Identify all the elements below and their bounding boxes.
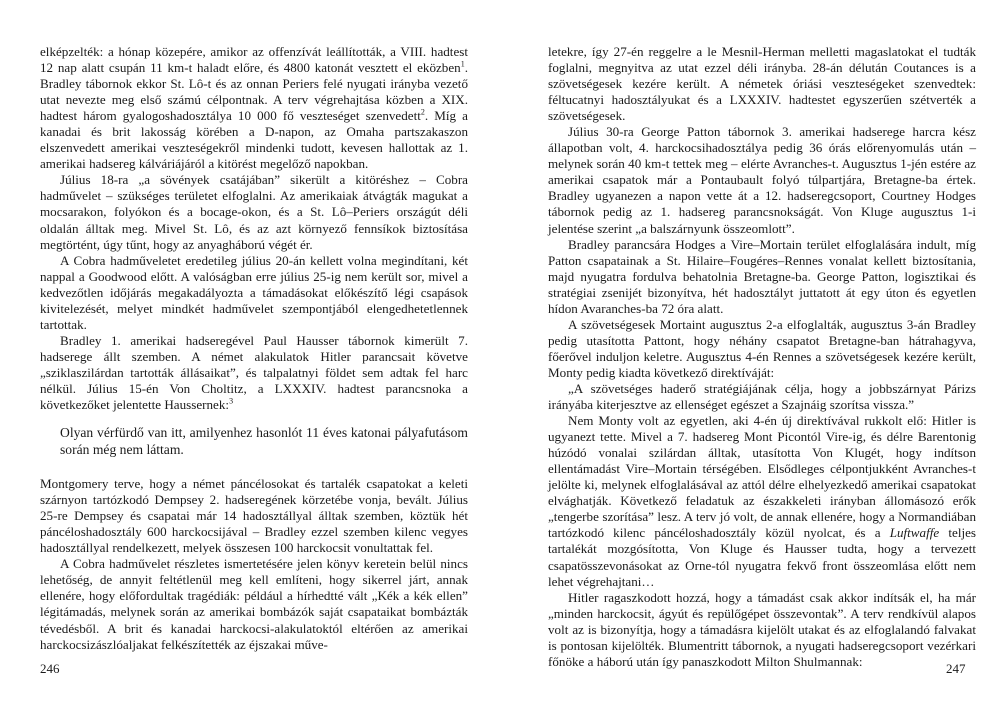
italic-text: Luftwaffe bbox=[889, 525, 940, 541]
paragraph bbox=[548, 237, 976, 317]
block-quote: Olyan vérfürdő van itt, amilyenhez hasonlót 11 éves katonai pályafutásom során még nem láttam. bbox=[60, 425, 468, 458]
text-run: Montgomery terve, hogy a német páncélosokat és tartalék csapatokat a keleti szárnyon tartózkodó Dempsey 2. hadseregének körzetébe vonja, bevált. Július 25-re Dempsey és csapatai már 14 hadosztállyal álltak szemben, köztük hét páncéloshadosztály 600 harckocsijával – Bradley ezzel szemben kilenc vegyes hadosztállyal rendelkezett, melyek összesen 100 harckocsit vonultattak fel. bbox=[40, 476, 468, 556]
paragraph bbox=[40, 253, 468, 333]
text-run: teljes tartalékát mozgósította, Von Kluge és Hausser tudta, hogy a tervezett csapatösszevonásokat az Orne-tól nyugatra fekvő front összeomlása előtt nem lehet végrehajtani… bbox=[548, 525, 977, 589]
paragraph bbox=[548, 317, 976, 381]
paragraph bbox=[548, 413, 976, 590]
text-run: . Míg a kanadai és brit lakosság körében a D-napon, az Omaha partszakaszon elszenvedett amerikai veszteségekről mindenki tudott, kevesen hallottak az 1. amerikai hadsereg kálváriájáról a kitörést megelőző napokban. bbox=[40, 108, 468, 172]
text-run: . Bradley tábornok ekkor St. Lô-t és az onnan Periers felé nyugati irányba vezető utat nevezte meg első számú célpontnak. A terv végrehajtása közben a XIX. hadtest három gyalogoshadosztálya 10 000 fő veszteséget szenvedett bbox=[40, 60, 468, 124]
left-page bbox=[40, 44, 468, 653]
paragraph bbox=[40, 172, 468, 252]
footnote-marker: 2 bbox=[420, 107, 425, 117]
right-page bbox=[548, 44, 976, 670]
page-number-right: 247 bbox=[946, 661, 966, 676]
text-run: „A szövetséges haderő stratégiájának célja, hogy a jobbszárnyat Párizs irányába kiterjesztve az ellenséget egészet a Szajnáig szorítsa vissza.” bbox=[548, 380, 976, 413]
paragraph bbox=[40, 44, 468, 172]
text-run: Bradley 1. amerikai hadseregével Paul Hausser tábornok kimerült 7. hadserege állt szemben. A német alakulatok Hitler parancsait követve „sziklaszilárdan tartották állásaikat”, és talpalatnyi földet sem adtak fel harc nélkül. Július 15-én Von Choltitz, a LXXXIV. hadtest parancsnoka a következőket jelentette Haussernek: bbox=[40, 332, 468, 413]
text-run: letekre, így 27-én reggelre a le Mesnil-Herman melletti magaslatokat el tudták foglalni, megnyitva az utat ezzel déli irányba. 28-án délután Coutances is a szövetségesek kezére került. A németek óriási veszteségeket szenvedtek: féltucatnyi hadosztályukat és a LXXXIV. hadtestet egyszerűen szétverték a szövetségesek. bbox=[548, 44, 976, 124]
paragraph bbox=[548, 124, 976, 236]
paragraph bbox=[548, 590, 976, 670]
text-run: Nem Monty volt az egyetlen, aki 4-én új direktívával rukkolt elő: Hitler is ugyanezt tette. Mivel a 7. hadsereg Mont Picontól Vire-ig, és délre Barentonig húzódó vonalai szilárdan álltak, utasította Von Klugét, hogy indítson ellentámadást Vire–Mortain térségében. Elsődleges célpontjukként Avranches-t jelölte ki, melynek elfoglalásával az attól délre elhelyezkedő amerikai csapatokat elvághatják. Következő feladatuk az északkeleti irányban állomásozó erők „tengerbe szorítása” lesz. A terv jó volt, de annak ellenére, hogy a Normandiában tartózkodó kilenc páncéloshadosztály közül nyolcat, és a bbox=[548, 413, 976, 541]
paragraph bbox=[40, 476, 468, 556]
text-run: Július 30-ra George Patton tábornok 3. amerikai hadserege harcra kész állapotban volt, 4. harckocsihadosztálya pedig 36 órás előrenyomulás után – melynek során 40 km-t tettek meg – elérte Avranches-t. Augusztus 1-jén estére az amerikai csapatok már a Pontaubault folyó túlpartjára, Bretagne-ba értek. Bradley ugyanezen a napon vette át a 12. hadseregcsoport, Courtney Hodges tábornok pedig az 1. hadsereg parancsnokságát. Von Kluge augusztus 1-i jelentése szerint „a balszárnyunk összeomlott”. bbox=[548, 124, 976, 236]
paragraph bbox=[40, 556, 468, 652]
paragraph bbox=[548, 381, 976, 413]
text-run: A Cobra hadművelet részletes ismertetésére jelen könyv keretein belül nincs lehetőség, de annyit feltétlenül meg kell említeni, hogy sikerrel járt, annak ellenére, hogy előfordultak tragédiák: például a hírhedtté vált „Kék a kék ellen” légitámadás, melynek során az amerikai bombázók saját csapataikat bombázták tévedésből. A brit és kanadai harckocsi-alakulatoktól eltérően az amerikai harckocsizászlóaljakat felkészítették az éjszakai műve- bbox=[40, 556, 468, 652]
footnote-marker: 1 bbox=[460, 59, 465, 69]
text-run: A Cobra hadműveletet eredetileg július 20-án kellett volna megindítani, két nappal a Goodwood előtt. A valóságban erre július 25-ig nem került sor, mivel a kedvezőtlen időjárás megakadályozta a támadásokat előkészítő légi csapások kivitelezését, melyet mindkét hadművelet szempontjából elengedhetetlennek tartottak. bbox=[40, 252, 468, 332]
text-run: Hitler ragaszkodott hozzá, hogy a támadást csak akkor indítsák el, ha már „minden harckocsit, ágyút és repülőgépet összevontak”. A terv rendkívül alapos volt az is bizonyítja, hogy a támadásra kijelölt utakat és az elfoglalandó falvakat is pontosan kijelölték. Blumentritt tábornok, a nyugati hadseregcsoport vezérkari főnöke a háború után így panaszkodott Milton Shulmannak: bbox=[548, 589, 976, 669]
text-run: A szövetségesek Mortaint augusztus 2-a elfoglalták, augusztus 3-án Bradley pedig utasította Pattont, hogy néhány csapatot Bretagne-ban hátrahagyva, főerővel induljon keletre. Augusztus 4-én Rennes a szövetségesek kezére került, Monty pedig kiadta következő direktíváját: bbox=[548, 316, 976, 380]
page-number-left: 246 bbox=[40, 661, 60, 676]
paragraph bbox=[548, 44, 976, 124]
text-run: Bradley parancsára Hodges a Vire–Mortain terület elfoglalására indult, míg Patton csapatainak a St. Hilaire–Fougéres–Rennes vonalat kellett biztosítania, majd nyugatra fordulva behatolnia Bretagne-ba. George Patton, logisztikai és stratégiai zsenijét bizonyítva, hét hadosztályt juttatott át egy úton és egyetlen hídon Avaranches-ba 72 óra alatt. bbox=[548, 236, 976, 316]
text-run: Július 18-ra „a sövények csatájában” sikerült a kitöréshez – Cobra hadművelet – szükséges területet elfoglalni. Az amerikaiak átvágták magukat a mocsarakon, folyókon és a bocage-okon, és a St. Lô–Periers országút déli oldalán álltak meg. Mivel St. Lô, és az azt környező fennsíkok biztosítása megtörtént, úgy tűnt, hogy az anyagháború végét ér. bbox=[40, 172, 468, 252]
paragraph bbox=[40, 333, 468, 413]
footnote-marker: 3 bbox=[229, 396, 234, 406]
text-run: elképzelték: a hónap közepére, amikor az offenzívát leállították, a VIII. hadtest 12 nap alatt csupán 11 km-t haladt előre, és 4800 katonát vesztett el eközben bbox=[40, 44, 468, 76]
